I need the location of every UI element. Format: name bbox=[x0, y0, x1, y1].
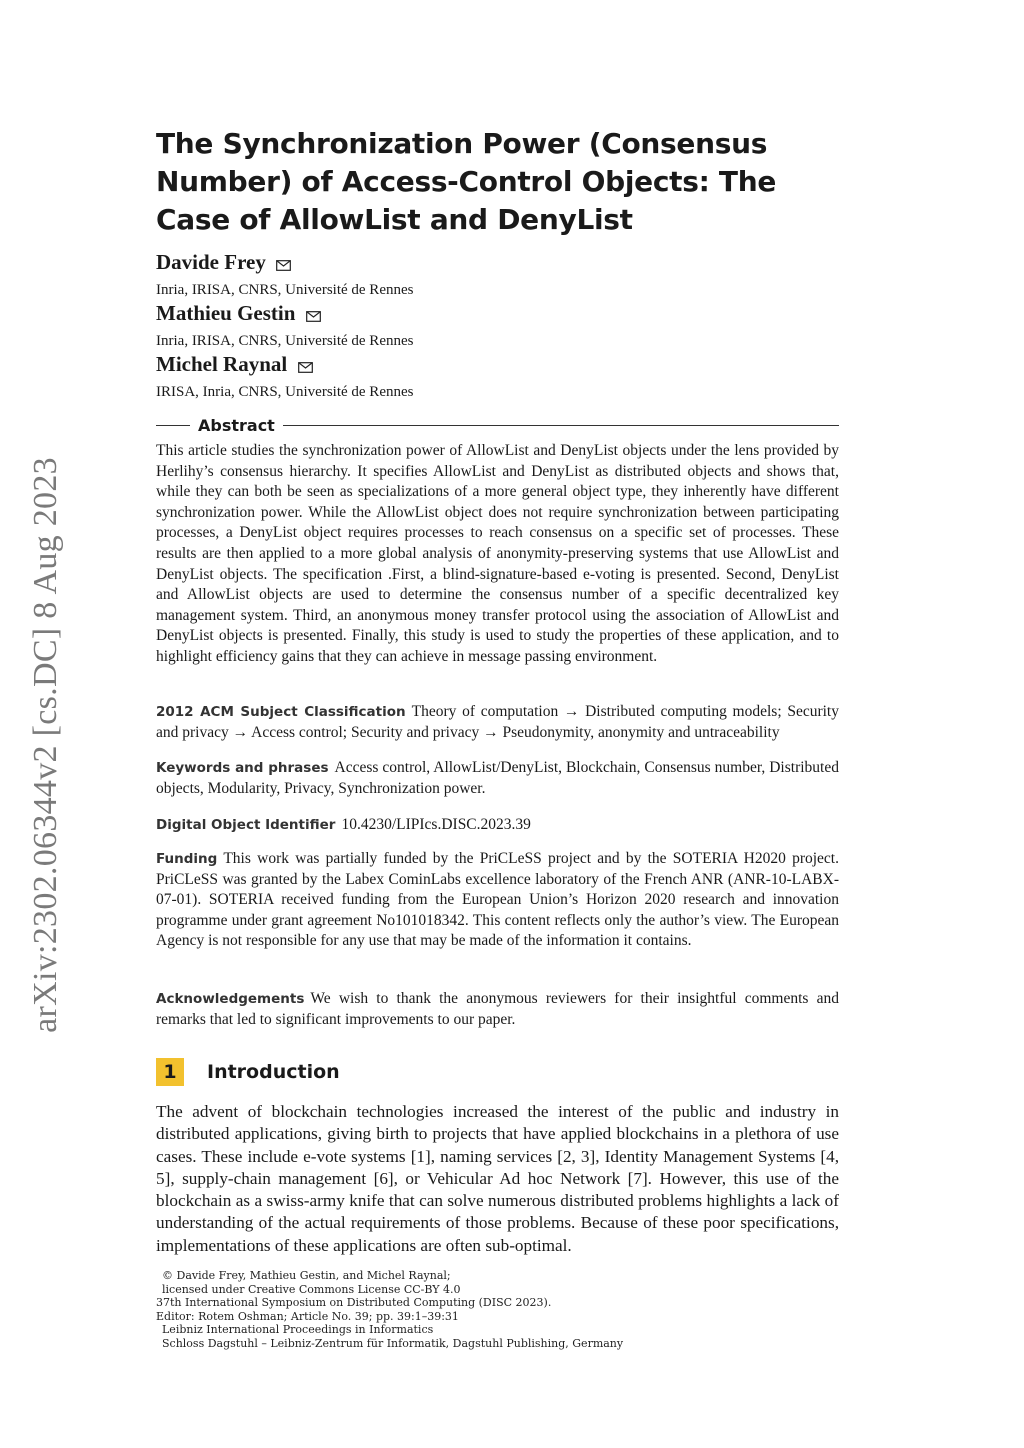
section-title: Introduction bbox=[207, 1061, 340, 1083]
author-name: Michel Raynal bbox=[156, 352, 288, 376]
funding-label: Funding bbox=[156, 851, 218, 867]
divider bbox=[156, 425, 190, 426]
paper-title: The Synchronization Power (Consensus Number) of Access-Control Objects: The Case of AllowList and DenyList bbox=[156, 127, 777, 236]
author-affiliation: Inria, IRISA, CNRS, Université de Rennes bbox=[156, 333, 414, 350]
email-icon[interactable] bbox=[276, 251, 291, 277]
acm-classification bbox=[156, 702, 839, 743]
abstract-heading bbox=[156, 414, 839, 436]
doi-label: Digital Object Identifier bbox=[156, 817, 336, 833]
publisher-line: Schloss Dagstuhl – Leibniz-Zentrum für Informatik, Dagstuhl Publishing, Germany bbox=[162, 1336, 624, 1350]
editor-line: Editor: Rotem Oshman; Article No. 39; pp. 39:1–39:31 bbox=[156, 1309, 459, 1323]
arxiv-identifier: arXiv:2302.06344v2 [cs.DC] 8 Aug 2023 bbox=[27, 457, 64, 1033]
author-affiliation: Inria, IRISA, CNRS, Université de Rennes bbox=[156, 282, 414, 299]
author-block bbox=[156, 300, 839, 351]
license-line[interactable]: licensed under Creative Commons License CC-BY 4.0 bbox=[162, 1282, 461, 1296]
acknowledgements bbox=[156, 989, 839, 1030]
keywords-label: Keywords and phrases bbox=[156, 760, 329, 776]
keywords bbox=[156, 758, 839, 799]
author-block bbox=[156, 351, 839, 402]
abstract-text: This article studies the synchronization power of AllowList and DenyList objects under the lens provided by Herlihy’s consensus hierarchy. It specifies AllowList and DenyList as distributed objects and shows that, while they can both be seen as specializations of a more general object type, they inherently have different synchronization power. While the AllowList object does not require synchronization between participating processes, a DenyList object requires processes to reach consensus on a specific set of processes. These results are then applied to a more global analysis of anonymity-preserving systems that use AllowList and DenyList objects. The specification .First, a blind-signature-based e-voting is presented. Second, DenyList and AllowList objects are used to determine the consensus number of a specific decentralized key management system. Third, an anonymous money transfer protocol using the association of AllowList and DenyList objects is presented. Finally, this study is used to study the properties of these application, and to highlight efficiency gains that they can achieve in message passing environment. bbox=[156, 442, 839, 665]
arxiv-sidebar bbox=[6, 450, 86, 1040]
section-number: 1 bbox=[156, 1058, 184, 1086]
conference-line: 37th International Symposium on Distributed Computing (DISC 2023). bbox=[156, 1296, 552, 1309]
series-line: Leibniz International Proceedings in Informatics bbox=[162, 1323, 434, 1336]
author-block bbox=[156, 249, 839, 300]
doi-link[interactable]: 10.4230/LIPIcs.DISC.2023.39 bbox=[341, 816, 531, 833]
funding-text: This work was partially funded by the PriCLeSS project and by the SOTERIA H2020 project. PriCLeSS was granted by the Labex CominLabs excellence laboratory of the French ANR (ANR-10-LABX-07-01). SOTERIA received funding from the European Union’s Horizon 2020 research and innovation programme under grant agreement No101018342. This content reflects only the author’s view. The European Agency is not responsible for any use that may be made of the information it contains. bbox=[156, 850, 839, 950]
author-affiliation: IRISA, Inria, CNRS, Université de Rennes bbox=[156, 384, 414, 401]
doi bbox=[156, 815, 839, 836]
funding bbox=[156, 849, 839, 952]
author-name: Davide Frey bbox=[156, 250, 266, 274]
abstract-title: Abstract bbox=[198, 415, 275, 435]
divider bbox=[283, 425, 839, 426]
footer bbox=[156, 1269, 839, 1350]
introduction-text: The advent of blockchain technologies increased the interest of the public and industry in distributed applications, giving birth to projects that have applied blockchains in a plethora of use cases. These include e-vote systems [1], naming services [2, 3], Identity Management Systems [4, 5], supply-chain management [6], or Vehicular Ad hoc Network [7]. However, this use of the blockchain as a swiss-army knife that can solve numerous distributed problems highlights a lack of understanding of the actual requirements of those problems. Because of these poor specifications, implementations of these applications are often sub-optimal. bbox=[156, 1102, 839, 1255]
email-icon[interactable] bbox=[298, 353, 313, 379]
acknowledgements-text: We wish to thank the anonymous reviewers for their insightful comments and remarks that led to significant improvements to our paper. bbox=[156, 990, 839, 1028]
copyright-line: © Davide Frey, Mathieu Gestin, and Michel Raynal; bbox=[162, 1269, 451, 1282]
acm-text: Theory of computation → Distributed computing models; Security and privacy → Access control; Security and privacy → Pseudonymity, anonymity and untraceability bbox=[156, 703, 839, 741]
acknowledgements-label: Acknowledgements bbox=[156, 991, 305, 1007]
email-icon[interactable] bbox=[306, 302, 321, 328]
section-heading bbox=[156, 1058, 340, 1086]
acm-label: 2012 ACM Subject Classification bbox=[156, 704, 406, 720]
author-name: Mathieu Gestin bbox=[156, 301, 296, 325]
keywords-text: Access control, AllowList/DenyList, Blockchain, Consensus number, Distributed objects, Modularity, Privacy, Synchronization power. bbox=[156, 759, 839, 797]
